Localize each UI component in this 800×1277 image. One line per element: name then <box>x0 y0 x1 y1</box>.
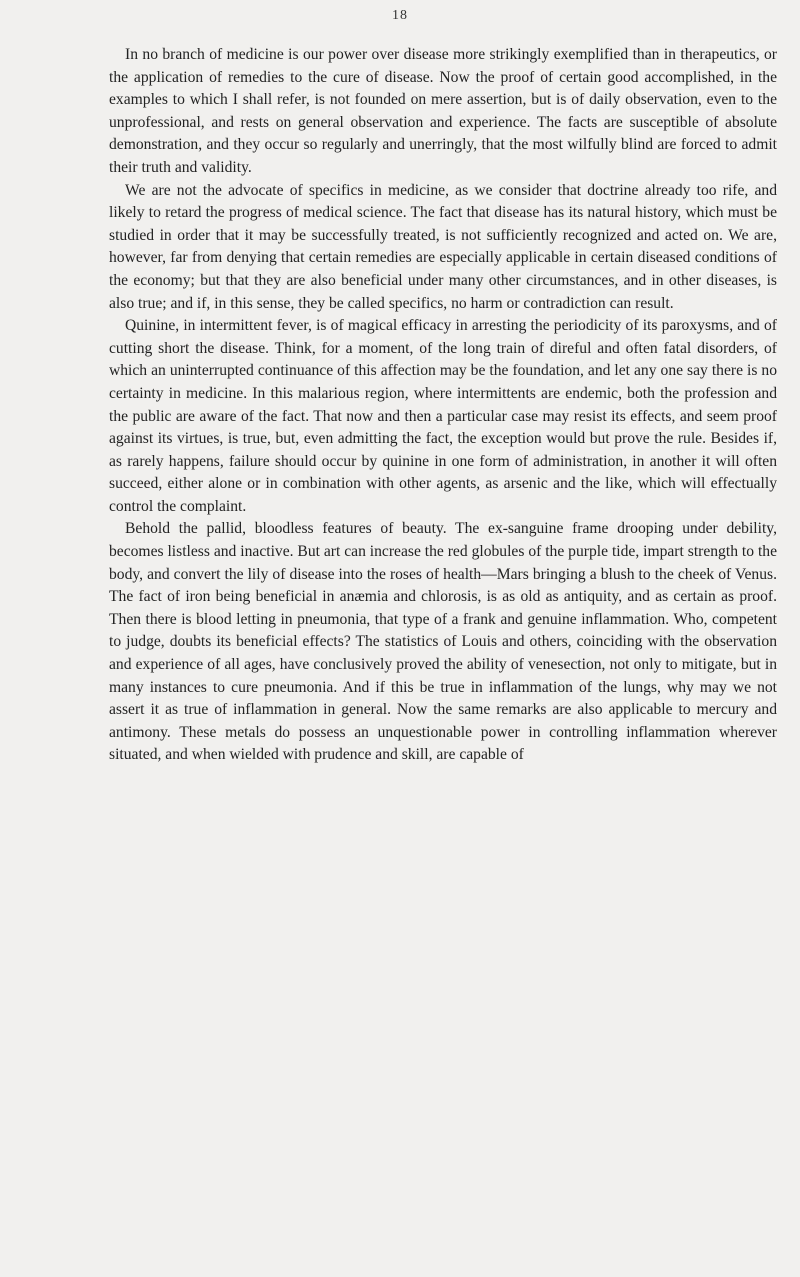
paragraph-iron-venesection: Behold the pallid, bloodless features of beauty. The ex-sanguine frame drooping under debility, becomes listless and inactive. But art can increase the red globules of the purple tide, impart strength to the body, and convert the lily of disease into the roses of health—Mars bringing a blush to the cheek of Venus. The fact of iron being beneficial in anæmia and chlorosis, is as old as antiquity, and as certain as proof. Then there is blood letting in pneumonia, that type of a frank and genuine inflammation. Who, competent to judge, doubts its beneficial effects? The statistics of Louis and others, coinciding with the observation and experience of all ages, have conclusively proved the ability of venesection, not only to mitigate, but in many instances to cure pneumonia. And if this be true in inflammation of the lungs, why may we not assert it as true of inflammation in general. Now the same remarks are also applicable to mercury and antimony. These metals do possess an unquestionable power in controlling inflammation wherever situated, and when wielded with prudence and skill, are capable of <box>109 520 777 764</box>
paragraph-specifics: We are not the advocate of specifics in medicine, as we consider that doctrine already too rife, and likely to retard the progress of medical science. The fact that disease has its natural history, which must be studied in order that it may be successfully treated, is not sufficiently recognized and acted on. We are, however, far from denying that certain remedies are especially applicable in certain diseased conditions of the economy; but that they are also beneficial under many other circumstances, and in other diseases, is also true; and if, in this sense, they be called specifics, no harm or contradiction can result. <box>109 181 777 312</box>
body-text <box>109 44 777 767</box>
paragraph-therapeutics: In no branch of medicine is our power over disease more strikingly exemplified than in therapeutics, or the application of remedies to the cure of disease. Now the proof of certain good accomplished, in the examples to which I shall refer, is not founded on mere assertion, but is of daily observation, even to the unprofessional, and rests on general observation and experience. The facts are susceptible of absolute demonstration, and they occur so regularly and unerringly, that the most wilfully blind are forced to admit their truth and validity. <box>109 46 777 176</box>
paragraph-quinine: Quinine, in intermittent fever, is of magical efficacy in arresting the periodicity of its paroxysms, and of cutting short the disease. Think, for a moment, of the long train of direful and often fatal disorders, of which an uninterrupted continuance of this affection may be the foundation, and let any one say there is no certainty in medicine. In this malarious region, where intermittents are endemic, both the profession and the public are aware of the fact. That now and then a particular case may resist its effects, and seem proof against its virtues, is true, but, even admitting the fact, the exception would but prove the rule. Besides if, as rarely happens, failure should occur by quinine in one form of administration, in another it will often succeed, either alone or in combination with other agents, as arsenic and the like, which will effectually control the complaint. <box>109 317 777 515</box>
page-number: 18 <box>392 8 408 23</box>
